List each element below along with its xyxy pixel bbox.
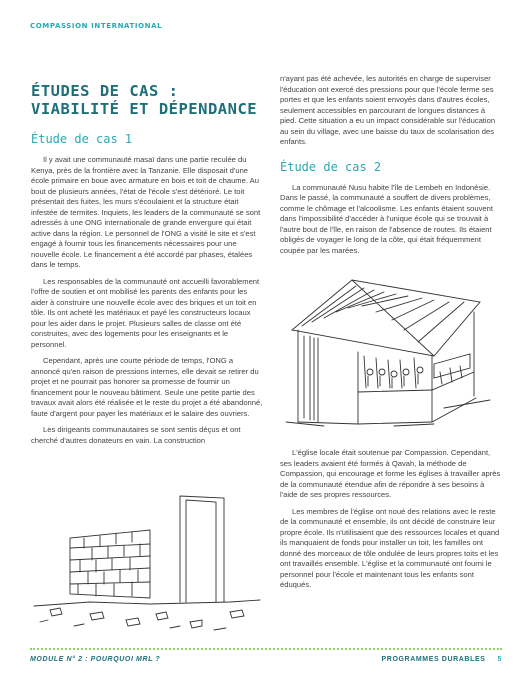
footer-right xyxy=(382,656,502,663)
schoolhouse-illustration xyxy=(284,272,494,430)
case2-paragraph-1: La communauté Nusu habite l'île de Lembeh en Indonésie. Dans le passé, la communauté a souffert de divers problèmes, comme le chômage et l'alcoolisme. Les enfants étaient souvent dans l'impossibilité d'accéder à l'unique école qui se trouvait à l'autre bout de l'île, en raison de l'absence de routes. Ils étaient obligés de voyager le long de la côte, qui était fréquemment coupée par les marées. xyxy=(280,182,493,255)
org-header: COMPASSION INTERNATIONAL xyxy=(30,22,163,30)
footer-module: MODULE N° 2 : POURQUOI MRL ? xyxy=(30,656,161,663)
case2-paragraph-2: L'église locale était soutenue par Compassion. Cependant, ses leaders avaient été formés à Qavah, la méthode de Compassion, qui encourage et forme les églises à travailler après de la communauté étendue afin de répondre à ses besoins à l'aide de ses propres ressources. xyxy=(280,448,501,499)
case2-paragraph-3: Les membres de l'église ont noué des relations avec le reste de la communauté et ensemble, ils ont décidé de construire leur propre école. Ils n'utilisaient que des ressources locales et quand ils manquaient de fonds pour installer un toit, les familles ont donné des morceaux de tôle ondulée de leurs propres toits et les ont travaillés ensemble. L'église et la communauté ont fourni le personnel pour l'école et maintenant tous les enfants sont éduqués. xyxy=(280,506,500,589)
page-number: 5 xyxy=(497,656,502,663)
case1-paragraph-3: Cependant, après une courte période de temps, l'ONG a annoncé qu'en raison de pressions internes, elle devait se retirer du projet et ne pourrait pas honorer sa promesse de fournir un financement pour le nouveau bâtiment. Seule une petite partie des travaux avait alors été réalisée et le reste du projet a été abandonné, faute d'argent pour payer les matériaux et le salaire des ouvriers. xyxy=(31,356,263,418)
case2-heading: Étude de cas 2 xyxy=(280,159,382,174)
chapter-title-line2: VIABILITÉ ET DÉPENDANCE xyxy=(31,100,258,118)
case1-paragraph-5: n'ayant pas été achevée, les autorités en charge de superviser l'éducation ont exercé des pressions pour que l'école ferme ses portes et que les enfants soient envoyés dans d'autres écoles, seulement accessibles en parcourant de longues distances à pied. Cette situation a eu un impact considérable sur l'éducation au sein du village, avec une baisse du taux de scolarisation des enfants. xyxy=(280,74,496,146)
case1-heading: Étude de cas 1 xyxy=(31,132,133,146)
chapter-title xyxy=(31,82,263,118)
unfinished-school-illustration xyxy=(30,490,262,635)
case1-paragraph-1: Il y avait une communauté masaï dans une partie reculée du Kenya, près de la frontière avec la Tanzanie. Elle disposait d'une école primaire en boue avec armature en bois et toit de chaume. Au bout de plusieurs années, l'état de l'école s'est détérioré. Le toit présentait des fuites, les murs s'écoulaient et la structure était infestée de termites. Inquiets, les leaders de la communauté se sont adressés à une ONG internationale de grande envergure qui était active dans la région. Le personnel de l'ONG a visité le site et s'est engagé à fournir tous les financements nécessaires pour une nouvelle école. Le financement a été accordé par phases, étalées dans le temps. xyxy=(31,155,261,269)
footer-divider xyxy=(30,648,502,650)
footer-section: PROGRAMMES DURABLES xyxy=(381,656,486,663)
case1-paragraph-4: Les dirigeants communautaires se sont sentis déçus et ont cherché d'autres donateurs en vain. La construction xyxy=(31,425,241,445)
chapter-title-line1: ÉTUDES DE CAS : xyxy=(31,82,179,100)
case1-paragraph-2: Les responsables de la communauté ont accueilli favorablement l'offre de soutien et ont mobilisé les parents des enfants pour les aider à construire une nouvelle école avec des briques et un toit en tôle. Ils ont acheté les matériaux et payé les constructeurs locaux pour les aider dans le projet. Plusieurs salles de classe ont été construites, avec des logements pour les enseignants et le personnel. xyxy=(31,276,260,349)
left-column xyxy=(31,74,263,452)
